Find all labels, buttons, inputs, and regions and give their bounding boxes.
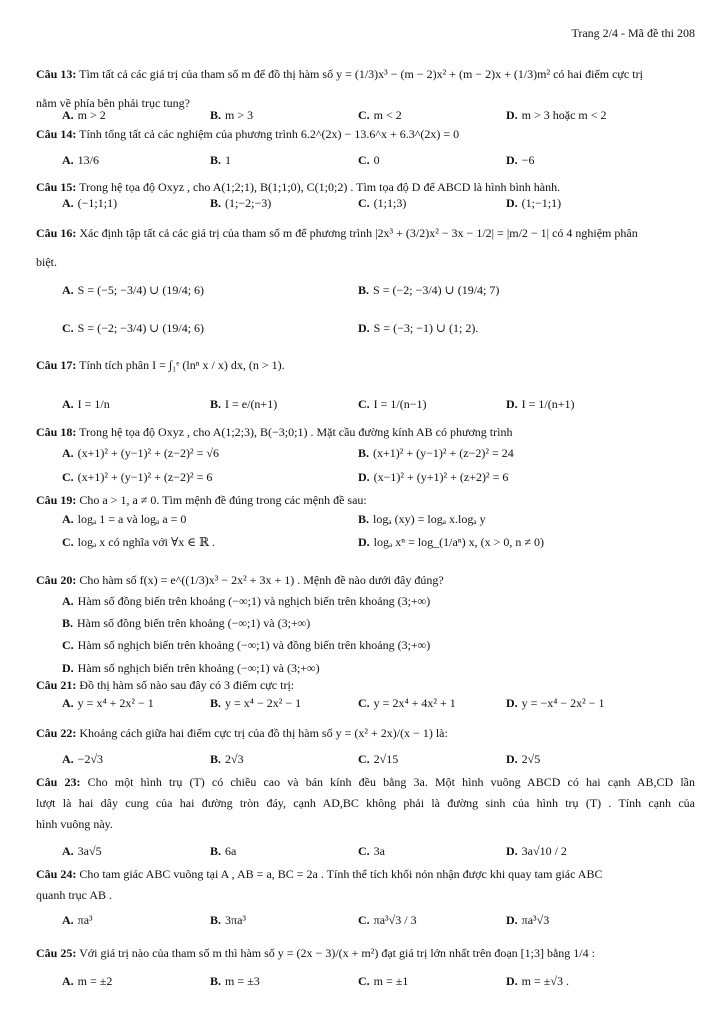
option-text: (1;−2;−3) <box>225 196 272 210</box>
question-label: Câu 21: <box>36 678 77 692</box>
option-text: 3a√5 <box>77 844 102 858</box>
question-label: Câu 18: <box>36 425 77 439</box>
answer-option-a <box>62 974 112 989</box>
question-label: Câu 16: <box>36 226 77 240</box>
question-text: lượt là hai dây cung của hai đường tròn đáy, cạnh AD,BC không phải là đường sinh của hình trụ (T) . Tính cạnh của <box>36 796 695 810</box>
answer-option-d <box>358 535 544 550</box>
option-letter: A. <box>62 397 74 411</box>
option-letter: A. <box>62 108 74 122</box>
question-text: Trong hệ tọa độ Oxyz , cho A(1;2;1), B(1;1;0), C(1;0;2) . Tìm tọa độ D để ABCD là hình bình hành. <box>79 180 561 194</box>
option-letter: A. <box>62 153 74 167</box>
option-letter: B. <box>210 913 222 927</box>
question-text: Khoảng cách giữa hai điểm cực trị của đồ thị hàm số y = (x² + 2x)/(x − 1) là: <box>79 726 448 740</box>
answer-option-a <box>62 594 430 609</box>
option-text: −6 <box>521 153 535 167</box>
option-text: Hàm số nghịch biến trên khoảng (−∞;1) và (3;+∞) <box>77 661 320 675</box>
option-letter: C. <box>62 321 74 335</box>
option-text: m = ±2 <box>77 974 113 988</box>
option-letter: B. <box>210 752 222 766</box>
option-text: I = 1/(n−1) <box>373 397 427 411</box>
option-text: (x−1)² + (y+1)² + (z+2)² = 6 <box>373 470 509 484</box>
option-text: (1;−1;1) <box>521 196 562 210</box>
question-stem <box>36 425 695 440</box>
question-stem <box>36 867 695 882</box>
answer-option-b <box>210 974 260 989</box>
answer-option-a <box>62 397 110 412</box>
option-letter: B. <box>210 153 222 167</box>
answer-option-b <box>210 844 236 859</box>
option-text: m = ±1 <box>373 974 409 988</box>
option-letter: C. <box>358 974 370 988</box>
option-letter: C. <box>62 470 74 484</box>
question-stem <box>36 180 695 195</box>
option-text: Hàm số nghịch biến trên khoảng (−∞;1) và đồng biến trên khoảng (3;+∞) <box>77 638 431 652</box>
option-letter: A. <box>62 913 74 927</box>
option-text: S = (−3; −1) ∪ (1; 2). <box>373 321 479 335</box>
option-letter: C. <box>358 752 370 766</box>
option-text: (1;1;3) <box>373 196 407 210</box>
answer-option-a <box>62 446 219 461</box>
answer-option-d <box>506 752 540 767</box>
answer-option-c <box>358 696 456 711</box>
answer-option-d <box>506 974 569 989</box>
option-text: πa³√3 <box>521 913 550 927</box>
option-letter: D. <box>62 661 74 675</box>
answer-option-c <box>358 844 385 859</box>
question-label: Câu 13: <box>36 67 77 81</box>
option-text: (x+1)² + (y−1)² + (z−2)² = 24 <box>373 446 514 460</box>
option-letter: A. <box>62 696 74 710</box>
option-text: 2√3 <box>225 752 244 766</box>
option-letter: A. <box>62 974 74 988</box>
answer-option-d <box>506 196 561 211</box>
option-text: 2√5 <box>521 752 541 766</box>
question-stem-continued <box>36 888 695 903</box>
option-letter: B. <box>210 196 222 210</box>
question-label: Câu 22: <box>36 726 77 740</box>
question-stem <box>36 358 695 373</box>
option-text: 13/6 <box>77 153 100 167</box>
answer-option-b <box>358 283 499 298</box>
option-letter: D. <box>506 913 518 927</box>
option-text: 3a <box>373 844 385 858</box>
option-letter: C. <box>62 638 74 652</box>
question-text: Cho a > 1, a ≠ 0. Tìm mệnh đề đúng trong các mệnh đề sau: <box>79 493 367 507</box>
option-letter: C. <box>358 196 370 210</box>
option-text: S = (−2; −3/4) ∪ (19/4; 6) <box>77 321 205 335</box>
option-text: (−1;1;1) <box>77 196 118 210</box>
option-letter: A. <box>62 446 74 460</box>
answer-option-a <box>62 913 93 928</box>
answer-option-a <box>62 844 102 859</box>
question-stem <box>36 573 695 588</box>
option-letter: D. <box>506 397 518 411</box>
answer-option-c <box>62 638 430 653</box>
option-text: y = −x⁴ − 2x² − 1 <box>521 696 605 710</box>
answer-option-c <box>358 397 427 412</box>
answer-option-d <box>506 696 605 711</box>
answer-option-c <box>62 321 204 336</box>
option-letter: D. <box>358 535 370 549</box>
answer-option-d <box>506 153 534 168</box>
question-stem <box>36 678 695 693</box>
option-text: logₐ xⁿ = log_(1/aⁿ) x, (x > 0, n ≠ 0) <box>373 535 544 549</box>
option-text: 1 <box>225 153 232 167</box>
question-stem <box>36 946 695 961</box>
option-text: 0 <box>373 153 380 167</box>
question-text: Tính tổng tất cả các nghiệm của phương trình 6.2^(2x) − 13.6^x + 6.3^(2x) = 0 <box>79 127 460 141</box>
option-letter: D. <box>506 974 518 988</box>
question-text: quanh trục AB . <box>36 888 112 902</box>
option-letter: B. <box>210 696 222 710</box>
answer-option-b <box>210 108 253 123</box>
option-text: y = 2x⁴ + 4x² + 1 <box>373 696 456 710</box>
answer-option-a <box>62 153 99 168</box>
answer-option-b <box>358 512 486 527</box>
question-label: Câu 19: <box>36 493 77 507</box>
option-letter: C. <box>358 696 370 710</box>
page-header: Trang 2/4 - Mã đề thi 208 <box>571 26 695 40</box>
option-letter: C. <box>358 397 370 411</box>
option-text: m = ±√3 . <box>521 974 569 988</box>
answer-option-c <box>358 913 417 928</box>
option-letter: A. <box>62 594 74 608</box>
question-stem <box>36 493 695 508</box>
option-text: S = (−5; −3/4) ∪ (19/4; 6) <box>77 283 205 297</box>
question-text: nằm về phía bên phải trục tung? <box>36 96 190 110</box>
question-stem-continued <box>36 255 695 270</box>
answer-option-c <box>358 108 402 123</box>
answer-option-c <box>358 153 380 168</box>
question-stem-continued <box>36 817 695 832</box>
question-label: Câu 17: <box>36 358 77 372</box>
option-text: y = x⁴ − 2x² − 1 <box>225 696 302 710</box>
answer-option-c <box>62 470 212 485</box>
option-text: 6a <box>225 844 237 858</box>
option-text: I = 1/(n+1) <box>521 397 575 411</box>
option-text: m < 2 <box>373 108 402 122</box>
question-stem <box>36 726 695 741</box>
option-text: logₐ (xy) = logₐ x.logₐ y <box>373 512 486 526</box>
answer-option-a <box>62 196 117 211</box>
option-text: πa³√3 / 3 <box>373 913 417 927</box>
question-text: Cho hàm số f(x) = e^((1/3)x³ − 2x² + 3x + 1) . Mệnh đề nào dưới đây đúng? <box>79 573 444 587</box>
answer-option-c <box>62 535 215 550</box>
option-letter: D. <box>506 153 518 167</box>
answer-option-d <box>62 661 320 676</box>
answer-option-d <box>506 108 607 123</box>
answer-option-d <box>506 844 567 859</box>
option-text: logₐ x có nghĩa với ∀x ∈ ℝ . <box>77 535 216 549</box>
question-stem <box>36 226 695 241</box>
answer-option-b <box>210 913 246 928</box>
question-label: Câu 24: <box>36 867 77 881</box>
option-letter: A. <box>62 196 74 210</box>
option-letter: D. <box>506 752 518 766</box>
answer-option-b <box>210 196 271 211</box>
option-letter: A. <box>62 283 74 297</box>
option-letter: B. <box>358 283 370 297</box>
question-text: Tìm tất cả các giá trị của tham số m để đồ thị hàm số y = (1/3)x³ − (m − 2)x² + (m − 2)x + (1/3)m² có hai điểm cực trị <box>79 67 643 81</box>
question-text: Trong hệ tọa độ Oxyz , cho A(1;2;3), B(−3;0;1) . Mặt cầu đường kính AB có phương trình <box>79 425 513 439</box>
answer-option-b <box>358 446 514 461</box>
option-text: m > 2 <box>77 108 106 122</box>
answer-option-b <box>210 153 231 168</box>
answer-option-a <box>62 512 186 527</box>
answer-option-b <box>62 616 310 631</box>
option-text: −2√3 <box>77 752 104 766</box>
option-text: (x+1)² + (y−1)² + (z−2)² = √6 <box>77 446 219 460</box>
option-text: 3πa³ <box>225 913 246 927</box>
answer-option-c <box>358 974 408 989</box>
option-text: πa³ <box>77 913 93 927</box>
answer-option-c <box>358 752 398 767</box>
answer-option-b <box>210 752 244 767</box>
answer-option-d <box>358 321 478 336</box>
option-text: m = ±3 <box>225 974 260 988</box>
question-label: Câu 14: <box>36 127 77 141</box>
question-stem-continued <box>36 796 695 811</box>
answer-option-d <box>506 913 549 928</box>
option-letter: C. <box>62 535 74 549</box>
answer-option-a <box>62 108 106 123</box>
question-label: Câu 15: <box>36 180 77 194</box>
option-letter: B. <box>210 974 222 988</box>
option-letter: C. <box>358 844 370 858</box>
question-text: Đồ thị hàm số nào sau đây có 3 điểm cực trị: <box>79 678 295 692</box>
option-letter: B. <box>62 616 74 630</box>
option-letter: C. <box>358 153 370 167</box>
answer-option-a <box>62 752 103 767</box>
option-text: m > 3 <box>225 108 254 122</box>
option-text: 2√15 <box>373 752 399 766</box>
answer-option-c <box>358 196 406 211</box>
option-letter: B. <box>210 108 222 122</box>
option-text: Hàm số đồng biến trên khoảng (−∞;1) và (3;+∞) <box>77 616 311 630</box>
option-letter: D. <box>506 196 518 210</box>
option-letter: A. <box>62 752 74 766</box>
answer-option-a <box>62 696 154 711</box>
option-letter: A. <box>62 512 74 526</box>
option-letter: D. <box>358 321 370 335</box>
option-text: Hàm số đồng biến trên khoảng (−∞;1) và nghịch biến trên khoảng (3;+∞) <box>77 594 431 608</box>
option-letter: B. <box>358 446 370 460</box>
question-label: Câu 23: <box>36 775 81 789</box>
question-text: Tính tích phân I = ∫₁ᵉ (lnⁿ x / x) dx, (n > 1). <box>79 358 285 372</box>
option-letter: D. <box>358 470 370 484</box>
option-text: I = e/(n+1) <box>225 397 278 411</box>
option-text: I = 1/n <box>77 397 110 411</box>
answer-option-a <box>62 283 204 298</box>
option-text: 3a√10 / 2 <box>521 844 567 858</box>
question-stem <box>36 127 695 142</box>
question-label: Câu 20: <box>36 573 77 587</box>
option-text: S = (−2; −3/4) ∪ (19/4; 7) <box>373 283 500 297</box>
question-text: Với giá trị nào của tham số m thì hàm số y = (2x − 3)/(x + m²) đạt giá trị lớn nhất trên đoạn [1;3] bằng 1/4 : <box>79 946 595 960</box>
option-letter: B. <box>210 844 222 858</box>
option-letter: C. <box>358 913 370 927</box>
option-text: y = x⁴ + 2x² − 1 <box>77 696 154 710</box>
option-text: (x+1)² + (y−1)² + (z−2)² = 6 <box>77 470 213 484</box>
option-letter: D. <box>506 696 518 710</box>
option-letter: B. <box>210 397 222 411</box>
option-text: m > 3 hoặc m < 2 <box>521 108 607 122</box>
question-text: Cho một hình trụ (T) có chiều cao và bán kính đều bằng 3a. Một hình vuông ABCD có hai cạnh AB,CD lần <box>87 775 695 789</box>
question-stem <box>36 67 695 82</box>
answer-option-b <box>210 696 301 711</box>
option-letter: D. <box>506 108 518 122</box>
option-letter: D. <box>506 844 518 858</box>
option-letter: A. <box>62 844 74 858</box>
question-stem <box>36 775 695 790</box>
question-label: Câu 25: <box>36 946 77 960</box>
answer-option-d <box>358 470 508 485</box>
option-text: logₐ 1 = a và logₐ a = 0 <box>77 512 187 526</box>
answer-option-d <box>506 397 575 412</box>
question-text: hình vuông này. <box>36 817 113 831</box>
question-text: biệt. <box>36 255 57 269</box>
question-text: Xác định tập tất cả các giá trị của tham số m để phương trình |2x³ + (3/2)x² − 3x − 1/2| = |m/2 − 1| có 4 nghiệm phân <box>79 226 638 240</box>
option-letter: C. <box>358 108 370 122</box>
question-text: Cho tam giác ABC vuông tại A , AB = a, BC = 2a . Tính thể tích khối nón nhận được khi quay tam giác ABC <box>79 867 603 881</box>
option-letter: B. <box>358 512 370 526</box>
answer-option-b <box>210 397 277 412</box>
